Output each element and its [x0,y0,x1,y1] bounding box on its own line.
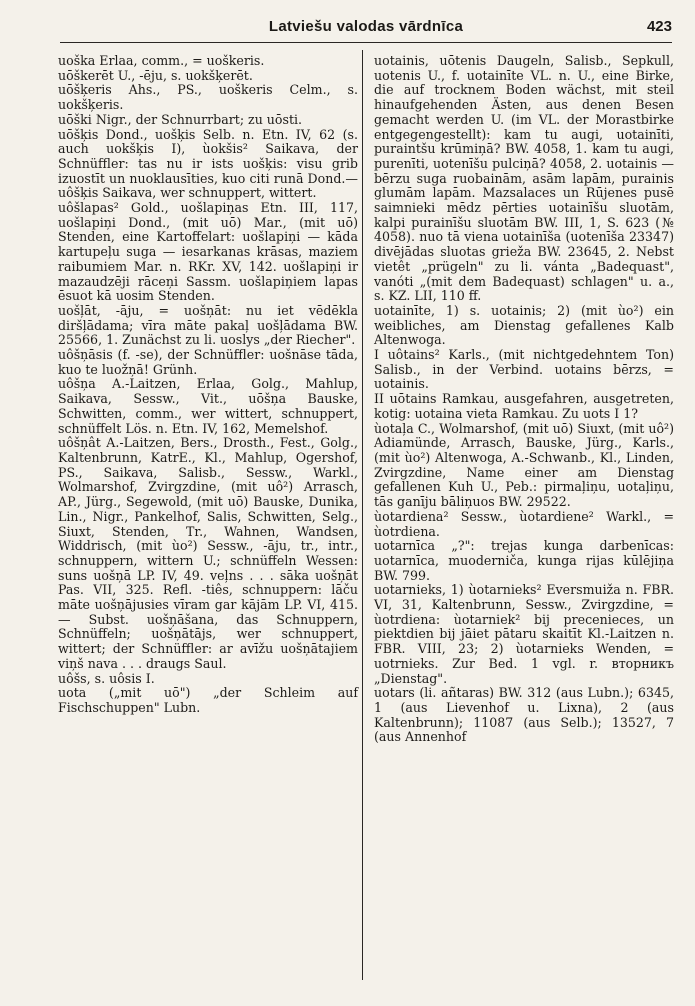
entry-uotains-1: I uôtains² Karls., (mit nichtgedehntem Ton) Salisb., in der Verbind. uotains bērzs, = uotainis. [374,347,674,392]
entry-uotainis: uotainis, uōtenis Daugeln, Salisb., Sepkull, uotenis U., f. uotainīte VL. n. U., eine Birke, die auf trocknem Boden wächst, mit steil hinaufgehenden Ästen, aus denen Besen gemacht werden U. (im VL. der Morastbirke entgegengestellt): kam tu augi, uotainīti, puraintšu krūmiņā? BW. 4058, 1. kam tu augi, purenīti, uotenīšu pulciņā? 4058, 2. uotainis — bērzu suga ruobainām, asām lapām, purainis glumām lapām. Mazsalaces un Rūjenes pusē saimnieki mēdz pērties uotainīšu sluotām, kalpi purainīšu sluotām BW. III, 1, S. 623 (№ 4058). nuo tā viena uotainīša (uotenīša 23347) divējādas sluotas grieža BW. 23645, 2. Nebst vietêt „prügeln" zu li. vánta „Badequast", vanóti „(mit dem Badequast) schlagen" u. a., s. KZ. LII, 110 ff. [374,53,674,304]
entry-uosnasis: uôšņāsis (f. -se), der Schnüffler: uošnāse tāda, kuo te luožņā! Grünh. [58,347,358,377]
entry-uoskis: uōšķis Dond., uošķis Selb. n. Etn. IV, 62 (s. auch uokšķis I), ùokšis² Saikava, der Schnüffler: tas nu ir ists uošķis: visu grib izuostīt un nuoklausīties, kuo citi runā Dond.—uôšķis Saikava, wer schnuppert, wittert. [58,126,358,201]
page-number: 423 [646,18,672,35]
page-header [60,18,672,42]
entry-uoski: uōški Nigr., der Schnurrbart; zu uōsti. [58,111,303,127]
entry-uotains-2: II uōtains Ramkau, ausgefahren, ausgetreten, kotig: uotaina vieta Ramkau. Zu uots I 1? [374,391,674,421]
header-rule [60,42,672,43]
page-title: Latviešu valodas vārdnīca [268,18,464,35]
right-column [374,54,674,745]
entry-uotarnieks: uotarnieks, 1) ùotarnieks² Eversmuiža n. FBR. VI, 31, Kaltenbrunn, Sessw., Zvirgzdine, = ùotrdiena: ùotarniek² bij precenieces, un piektdien bij jāiet pātaru skaitīt Kl.-Laitzen n. FBR. VIII, 23; 2) ùotarnieks Wenden, = uotrnieks. Zur Bed. 1 vgl. r. вторникъ „Dienstag". [374,582,674,686]
entry-uotars: uotars (li. añtaras) BW. 312 (aus Lubn.); 6345, 1 (aus Lievenhof u. Lixna), 2 (aus Kaltenbrunn); 11087 (aus Selb.); 13527, 7 (aus Annenhof [374,685,674,745]
entry-uotainite: uotainīte, 1) s. uotainis; 2) (mit ùo²) ein weibliches, am Dienstag gefallenes Kalb Altenwoga. [374,302,674,348]
entry-uoslat: uošļāt, -āju, = uošņāt: nu iet vēdēkla diršļādama; vīra māte pakaļ uošļādama BW. 25566, 1. Zunächst zu li. uoslys „der Riecher". [58,302,358,348]
entry-uoslapas: uôšlapas² Gold., uošlapiņas Etn. III, 117, uošlapiņi Dond., (mit uō) Mar., (mit uō) Stenden, eine Kartoffelart: uošlapiņi — kāda kartupeļu suga — iesarkanas krāsas, maziem raibumiem Mar. n. RKr. XV, 142. uošlapiņi ir mazaudzēji rāceņi Sassm. uošlapiņiem lapas ēsuot kā uosim Stenden. [58,200,358,304]
entry-uosnat: uôšņât A.-Laitzen, Bers., Drosth., Fest., Golg., Kaltenbrunn, KatrE., Kl., Mahlup, Ogershof, PS., Saikava, Salisb., Sessw., Warkl., Wolmarshof, Zvirgzdine, (mit uô²) Arrasch, AP., Jürg., Segewold, (mit uō) Bauske, Dunika, Lin., Nigr., Pankelhof, Salis, Schwitten, Selg., Siuxt, Stenden, Tr., Wahnen, Wandsen, Widdrisch, (mit ùo²) Sessw., -āju, tr., intr., schnuppern, wittern U.; schnüffeln Wessen: suns uošņā LP. IV, 49. veļns . . . sāka uošņāt Pas. VII, 325. Refl. -tiês, schnuppern: lāču māte uošņājusies vīram gar kājām LP. VI, 415.— Subst. uošņāšana, das Schnuppern, Schnüffeln; uošņātājs, wer schnuppert, wittert; der Schnüffler: ar avīžu uošņātajiem viņš nava . . . draugs Saul. [58,435,358,671]
entry-uoss: uôšs, s. uôsis I. [58,670,155,686]
entry-uotarnica: uotarnīca „?": trejas kunga darbenīcas: uotarnīca, muoderniča, kunga rijas kūlējiņa BW. 799. [374,538,674,583]
entry-uoskeris: uōšķeris Ahs., PS., uoškeris Celm., s. uokšķeris. [58,82,358,113]
entry-uosna: uôšņa A.-Laitzen, Erlaa, Golg., Mahlup, Saikava, Sessw., Vit., uōšņa Bauske, Schwitten, comm., wer wittert, schnuppert, schnüffelt Lös. n. Etn. IV, 162, Memelshof. [58,376,358,436]
left-column [58,54,358,716]
entry-uoskeret: uōškerēt U., -ēju, s. uokšķerēt. [58,67,253,83]
entry-uoska: uoška Erlaa, comm., = uoškeris. [58,53,265,68]
entry-uotardiena: ùotardiena² Sessw., ùotardiene² Warkl., = ùotrdiena. [374,508,674,539]
entry-uotala: ùotaļa C., Wolmarshof, (mit uō) Siuxt, (mit uô²) Adiamünde, Arrasch, Bauske, Jürg., Karls., (mit ùo²) Altenwoga, A.-Schwanb., Kl., Linden, Zvirgzdine, Name einer am Dienstag gefallenen Kuh U., Peb.: pirmaļiņu, uotaļiņu, tās ganīju bāliņuos BW. 29522. [374,420,674,510]
column-divider [362,50,363,980]
entry-uota: uota („mit uō") „der Schleim auf Fischschuppen" Lubn. [58,685,358,715]
